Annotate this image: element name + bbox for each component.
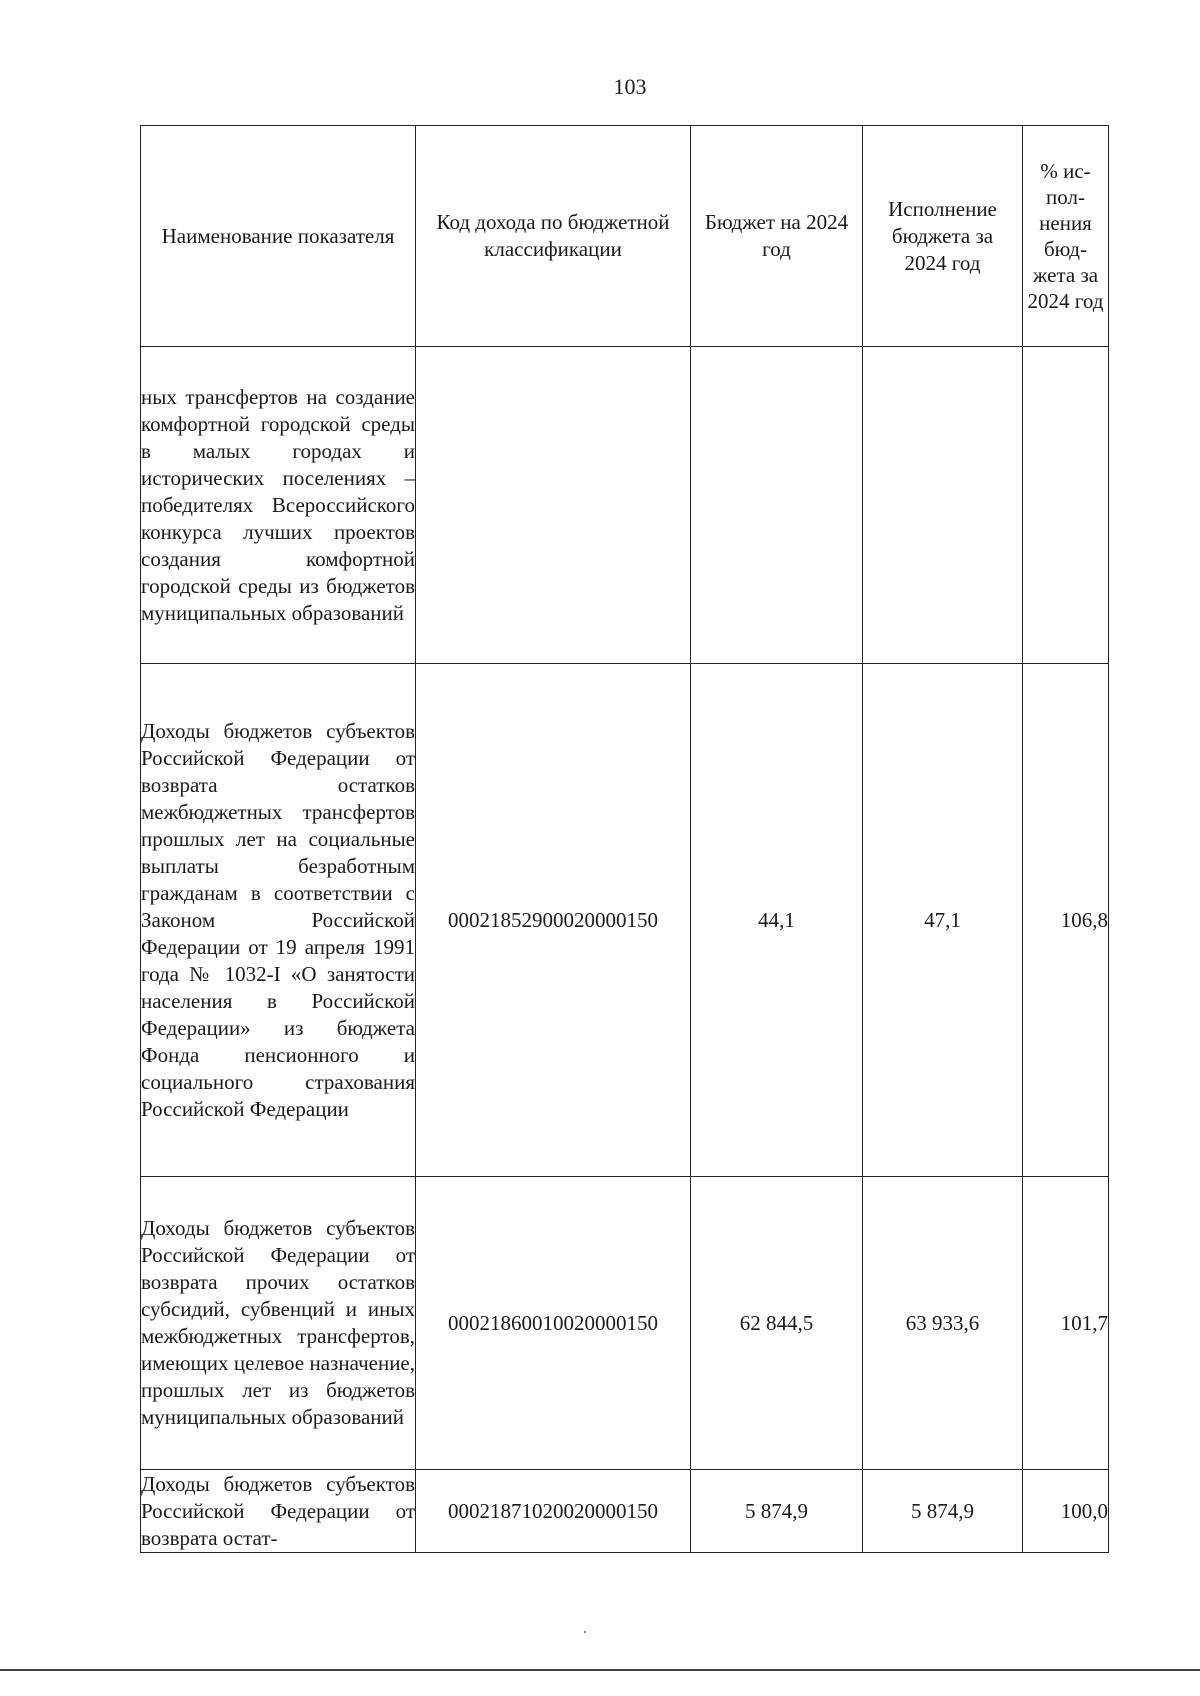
row-budget-cell: 62 844,5 (691, 1177, 863, 1470)
header-percent: % ис-пол-нения бюд-жета за 2024 год (1023, 126, 1109, 347)
row-budget-cell: 44,1 (691, 664, 863, 1177)
scan-speck (584, 1631, 586, 1633)
header-code: Код дохода по бюджетной классификации (416, 126, 691, 347)
row-code-cell: 00021860010020000150 (416, 1177, 691, 1470)
row-execution-cell (863, 347, 1023, 664)
row-name-cell: ных трансфертов на создание комфортной городской среды в малых городах и исторических поселениях – победителях Всероссийского конкурса лучших проектов создания комфортной городской среды из бюджетов муниципальных образований (141, 347, 416, 664)
table-row (141, 347, 1109, 664)
row-name-cell: Доходы бюджетов субъектов Российской Федерации от возврата прочих остатков субсидий, субвенций и иных межбюджетных трансфертов, имеющих целевое назначение, прошлых лет из бюджетов муниципальных образований (141, 1177, 416, 1470)
row-name-cell: Доходы бюджетов субъектов Российской Федерации от возврата остатков межбюджетных трансфертов прошлых лет на социальные выплаты безработным гражданам в соответствии с Законом Российской Федерации от 19 апреля 1991 года № 1032-I «О занятости населения в Российской Федерации» из бюджета Фонда пенсионного и социального страхования Российской Федерации (141, 664, 416, 1177)
row-percent-cell: 106,8 (1023, 664, 1109, 1177)
row-execution-cell: 63 933,6 (863, 1177, 1023, 1470)
row-percent-cell (1023, 347, 1109, 664)
table-row (141, 664, 1109, 1177)
row-budget-cell: 5 874,9 (691, 1470, 863, 1553)
budget-table (140, 125, 1109, 1553)
row-execution-cell: 5 874,9 (863, 1470, 1023, 1553)
row-percent-cell: 100,0 (1023, 1470, 1109, 1553)
row-percent-cell: 101,7 (1023, 1177, 1109, 1470)
header-name: Наименование показателя (141, 126, 416, 347)
page-bottom-rule (0, 1669, 1200, 1671)
row-code-cell: 00021852900020000150 (416, 664, 691, 1177)
header-execution: Исполнение бюджета за 2024 год (863, 126, 1023, 347)
header-budget: Бюджет на 2024 год (691, 126, 863, 347)
table-row (141, 1177, 1109, 1470)
row-execution-cell: 47,1 (863, 664, 1023, 1177)
page-number: 103 (613, 74, 647, 99)
row-code-cell (416, 347, 691, 664)
table-header-row (141, 126, 1109, 347)
row-name-cell: Доходы бюджетов субъектов Российской Федерации от возврата остат- (141, 1470, 416, 1553)
table-row (141, 1470, 1109, 1553)
row-budget-cell (691, 347, 863, 664)
row-code-cell: 00021871020020000150 (416, 1470, 691, 1553)
